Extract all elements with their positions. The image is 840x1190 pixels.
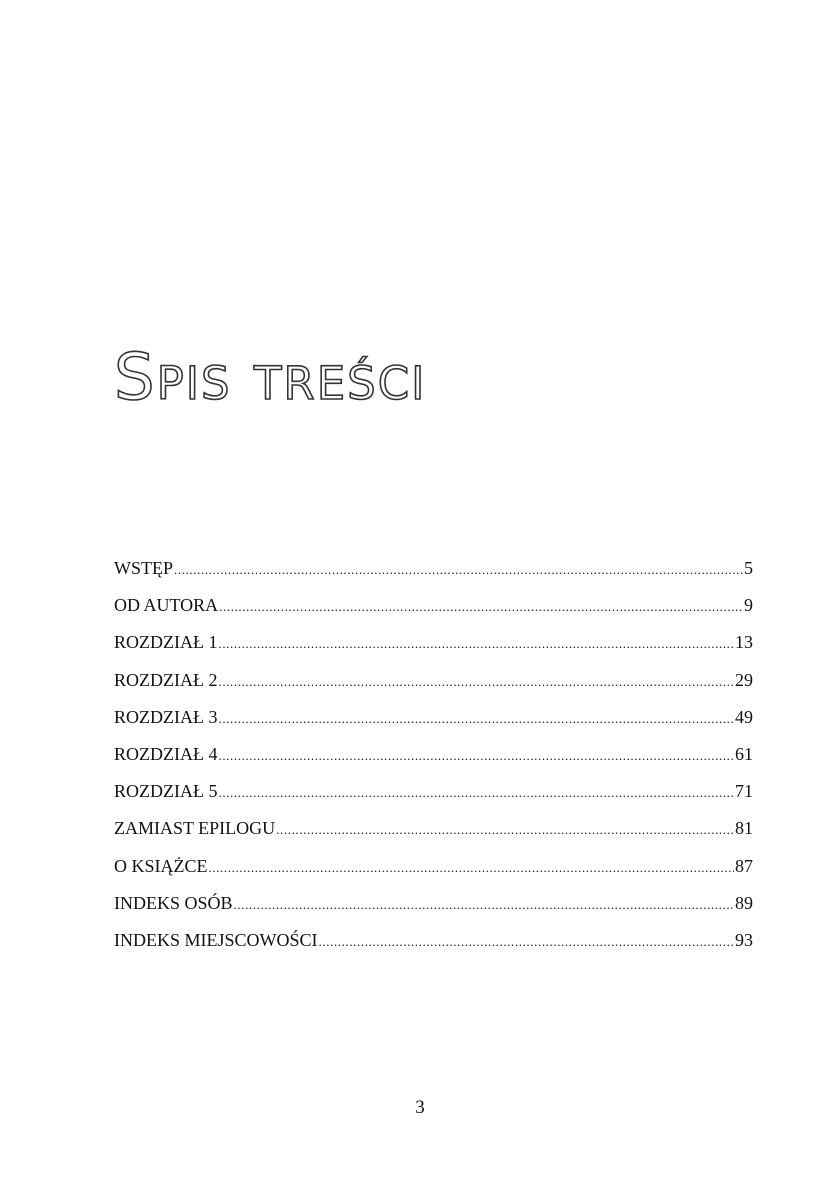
toc-entry-label: WSTĘP — [114, 558, 174, 578]
toc-entry-label: OD AUTORA — [114, 595, 219, 616]
page-title: Spis treści — [114, 341, 427, 415]
dot-leader — [276, 816, 734, 844]
dot-leader — [174, 556, 743, 584]
toc-entry-label: ROZDZIAŁ 2 — [114, 669, 218, 690]
toc-entry-page: 89 — [735, 892, 753, 913]
toc-entry-label: O KSIĄŻCE — [114, 855, 208, 876]
toc-entry-label: INDEKS MIEJSCOWOŚCI — [114, 929, 318, 950]
toc-entry-page: 5 — [744, 558, 753, 578]
toc-entry-page: 93 — [735, 929, 753, 950]
toc-entry-page: 29 — [735, 669, 753, 690]
table-of-contents — [114, 554, 753, 963]
toc-entry-page: 49 — [735, 706, 753, 727]
dot-leader — [319, 928, 734, 956]
toc-entry-rozdzial-2[interactable] — [114, 666, 753, 703]
toc-entry-indeks-miejscowosci[interactable] — [114, 926, 753, 963]
toc-entry-od-autora[interactable] — [114, 591, 753, 628]
toc-entry-rozdzial-5[interactable] — [114, 777, 753, 814]
page-number: 3 — [415, 1097, 425, 1118]
toc-entry-page: 87 — [735, 855, 753, 876]
toc-entry-page: 9 — [744, 595, 753, 616]
toc-entry-wstep[interactable] — [114, 554, 753, 591]
toc-entry-label: INDEKS OSÓB — [114, 892, 233, 913]
dot-leader — [209, 854, 735, 882]
dot-leader — [218, 779, 734, 807]
toc-entry-indeks-osob[interactable] — [114, 889, 753, 926]
toc-entry-o-ksiazce[interactable] — [114, 852, 753, 889]
toc-entry-label: ROZDZIAŁ 1 — [114, 632, 218, 653]
toc-entry-page: 71 — [735, 781, 753, 802]
toc-entry-label: ROZDZIAŁ 4 — [114, 743, 218, 764]
toc-entry-page: 13 — [735, 632, 753, 653]
toc-entry-page: 81 — [735, 818, 753, 839]
dot-leader — [234, 891, 734, 919]
toc-entry-rozdzial-1[interactable] — [114, 628, 753, 665]
toc-entry-zamiast-epilogu[interactable] — [114, 814, 753, 851]
toc-entry-rozdzial-3[interactable] — [114, 703, 753, 740]
dot-leader — [218, 742, 734, 770]
dot-leader — [219, 593, 743, 621]
toc-entry-label: ROZDZIAŁ 3 — [114, 706, 218, 727]
dot-leader — [218, 630, 734, 658]
toc-entry-label: ROZDZIAŁ 5 — [114, 781, 218, 802]
toc-entry-page: 61 — [735, 743, 753, 764]
dot-leader — [218, 705, 734, 733]
toc-entry-rozdzial-4[interactable] — [114, 740, 753, 777]
dot-leader — [218, 668, 734, 696]
toc-entry-label: ZAMIAST EPILOGU — [114, 818, 276, 839]
